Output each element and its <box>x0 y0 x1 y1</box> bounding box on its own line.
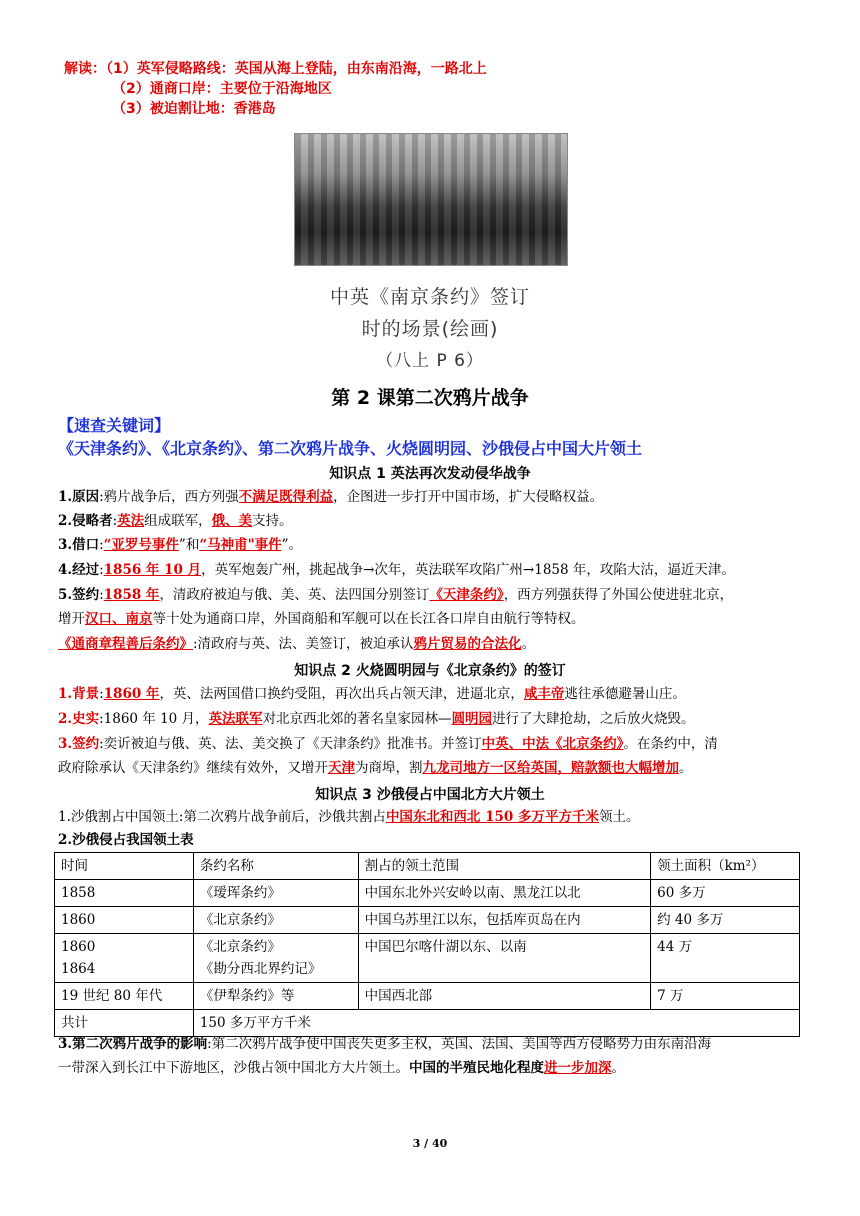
text: 进行了大肆抢劫，之后放火烧毁。 <box>492 711 695 727</box>
text: 1.沙俄割占中国领土:第二次鸦片战争前后，沙俄共割占 <box>58 809 386 825</box>
caption-line-3: （八上 P 6） <box>376 351 484 371</box>
highlight: 汉口、南京 <box>85 611 153 627</box>
text: 一带深入到长江中下游地区，沙俄占领中国北方大片领土。 <box>58 1060 409 1076</box>
k1-trade-treaty <box>58 633 808 655</box>
header-cell: 时间 <box>55 853 194 880</box>
text: : <box>99 686 104 702</box>
highlight: 进一步加深 <box>544 1060 612 1076</box>
lesson-title: 第 2 课第二次鸦片战争 <box>331 387 529 409</box>
table-row <box>55 934 800 983</box>
highlight: “马神甫"事件 <box>199 537 282 553</box>
table-cell: 中国巴尔喀什湖以东、以南 <box>358 934 651 983</box>
text: : <box>99 587 104 603</box>
k1-heading: 知识点 1 英法再次发动侵华战争 <box>329 466 531 482</box>
highlight: 圆明园 <box>451 711 493 727</box>
text: :鸦片战争后，西方列强 <box>99 489 239 505</box>
highlight: 中英、中法《北京条约》 <box>481 736 624 752</box>
total-label: 共计 <box>55 1010 194 1037</box>
table-cell: 44 万 <box>651 934 800 983</box>
label: 3.第二次鸦片战争的影响 <box>58 1036 208 1052</box>
k1-signing-cont <box>58 608 808 630</box>
table-cell: 《北京条约》 《勘分西北界约记》 <box>193 934 358 983</box>
highlight: 英法 <box>117 513 145 529</box>
label: 1.背景 <box>58 686 100 702</box>
text: : <box>99 537 104 553</box>
table-cell: 60 多万 <box>651 880 800 907</box>
keywords-list: 《天津条约》、《北京条约》、第二次鸦片战争、火烧圆明园、沙俄侵占中国大片领土 <box>58 439 643 458</box>
table-cell: 1860 <box>55 907 194 934</box>
highlight: 天津 <box>328 760 355 776</box>
text: :1860 年 10 月， <box>99 711 209 727</box>
text: ，企图进一步打开中国市场，扩大侵略权益。 <box>333 489 604 505</box>
table-row <box>55 907 800 934</box>
highlight: 1860 年 <box>103 686 160 702</box>
highlight: 俄、美 <box>211 513 253 529</box>
highlight: “亚罗号事件 <box>103 537 179 553</box>
text: 政府除承认《天津条约》继续有效外，又增开 <box>58 760 328 776</box>
k3-impact-cont <box>58 1057 808 1079</box>
intro-line-2: （2）通商口岸：主要位于沿海地区 <box>112 81 332 97</box>
highlight: 中国东北和西北 150 多万平方千米 <box>385 809 600 825</box>
text: ，西方列强获得了外国公使进驻北京， <box>503 587 734 603</box>
text: : <box>99 562 104 578</box>
highlight: 英法联军 <box>208 711 263 727</box>
k3-heading: 知识点 3 沙俄侵占中国北方大片领土 <box>315 787 545 803</box>
text: 。 <box>521 636 536 652</box>
k1-signing <box>58 584 808 606</box>
table-row <box>55 880 800 907</box>
highlight: 1856 年 10 月 <box>103 562 202 578</box>
text: 为商埠，割 <box>355 760 423 776</box>
table-cell: 中国西北部 <box>358 983 651 1010</box>
total-value: 150 多万平方千米 <box>193 1010 799 1037</box>
table-cell: 约 40 多万 <box>651 907 800 934</box>
text: 。 <box>611 1060 625 1076</box>
text: 增开 <box>58 611 85 627</box>
text: :清政府与英、法、美签订，被迫承认 <box>193 636 414 652</box>
highlight: 不满足既得利益 <box>238 489 334 505</box>
header-cell: 割占的领土范围 <box>358 853 651 880</box>
text: 逃往承德避暑山庄。 <box>564 686 686 702</box>
k1-aggressor <box>58 510 808 532</box>
label: 2.史实 <box>58 711 100 727</box>
k1-process <box>58 559 808 581</box>
highlight: 九龙司地方一区给英国，赔款额也大幅增加 <box>422 760 679 776</box>
page-number: 3 / 40 <box>412 1137 448 1150</box>
text: ”和 <box>178 537 200 553</box>
k2-signing-cont <box>58 757 808 779</box>
k3-impact <box>58 1033 808 1055</box>
text: 。在条约中，清 <box>623 736 718 752</box>
k2-background <box>58 683 808 705</box>
highlight: 鸦片贸易的合法化 <box>413 636 522 652</box>
k1-pretext <box>58 534 808 556</box>
caption-line-2: 时的场景(绘画) <box>361 318 499 340</box>
table-cell: 7 万 <box>651 983 800 1010</box>
label: 1.原因 <box>58 489 100 505</box>
territory-table <box>54 852 800 1037</box>
keywords-heading: 【速查关键词】 <box>58 416 171 435</box>
text: ，英军炮轰广州，挑起战争→次年，英法联军攻陷广州→1858 年，攻陷大沽，逼近天津。 <box>201 562 735 578</box>
header-cell: 条约名称 <box>193 853 358 880</box>
text: 组成联军， <box>144 513 212 529</box>
highlight: 《通商章程善后条约》 <box>58 636 193 652</box>
table-cell: 《伊犁条约》等 <box>193 983 358 1010</box>
label: 5.签约 <box>58 587 100 603</box>
label: 4.经过 <box>58 562 100 578</box>
k2-heading: 知识点 2 火烧圆明园与《北京条约》的签订 <box>294 663 566 679</box>
table-cell: 《北京条约》 <box>193 907 358 934</box>
table-cell: 1860 1864 <box>55 934 194 983</box>
k2-facts <box>58 708 808 730</box>
label: 3.签约 <box>58 736 100 752</box>
table-cell: 中国东北外兴安岭以南、黑龙江以北 <box>358 880 651 907</box>
caption-line-1: 中英《南京条约》签订 <box>329 286 530 308</box>
k1-cause <box>58 486 808 508</box>
text: ，清政府被迫与俄、美、英、法四国分别签订 <box>159 587 430 603</box>
text: ，英、法两国借口换约受阻，再次出兵占领天津，进逼北京， <box>159 686 524 702</box>
table-cell: 中国乌苏里江以东，包括库页岛在内 <box>358 907 651 934</box>
label: 2.侵略者 <box>58 513 113 529</box>
text: :第二次鸦片战争使中国丧失更多主权，英国、法国、美国等西方侵略势力由东南沿海 <box>207 1036 712 1052</box>
k2-signing <box>58 733 808 755</box>
highlight: 1858 年 <box>103 587 160 603</box>
label: 3.借口 <box>58 537 100 553</box>
text: :奕䜣被迫与俄、英、法、美交换了《天津条约》批准书。并签订 <box>99 736 482 752</box>
text: 对北京西北郊的著名皇家园林— <box>262 711 452 727</box>
highlight: 咸丰帝 <box>523 686 565 702</box>
text: 等十处为通商口岸，外国商船和军舰可以在长江各口岸自由航行等特权。 <box>152 611 585 627</box>
text: 。 <box>679 760 693 776</box>
header-cell: 领土面积（km²） <box>651 853 800 880</box>
text: 支持。 <box>252 513 293 529</box>
table-cell: 1858 <box>55 880 194 907</box>
table-cell: 《瑷珲条约》 <box>193 880 358 907</box>
k3-table-title: 2.沙俄侵占我国领土表 <box>58 832 194 848</box>
table-cell: 19 世纪 80 年代 <box>55 983 194 1010</box>
text: : <box>112 513 118 529</box>
text: ”。 <box>281 537 303 553</box>
k3-territory <box>58 806 808 828</box>
table-header-row <box>55 853 800 880</box>
intro-line-1: 解读：（1）英军侵略路线：英国从海上登陆，由东南沿海，一路北上 <box>64 61 487 77</box>
treaty-signing-painting <box>294 133 568 266</box>
text: 领土。 <box>599 809 640 825</box>
table-row <box>55 983 800 1010</box>
intro-line-3: （3）被迫割让地：香港岛 <box>112 101 276 117</box>
highlight: 《天津条约》 <box>429 587 504 603</box>
text: 中国的半殖民地化程度 <box>409 1060 544 1076</box>
